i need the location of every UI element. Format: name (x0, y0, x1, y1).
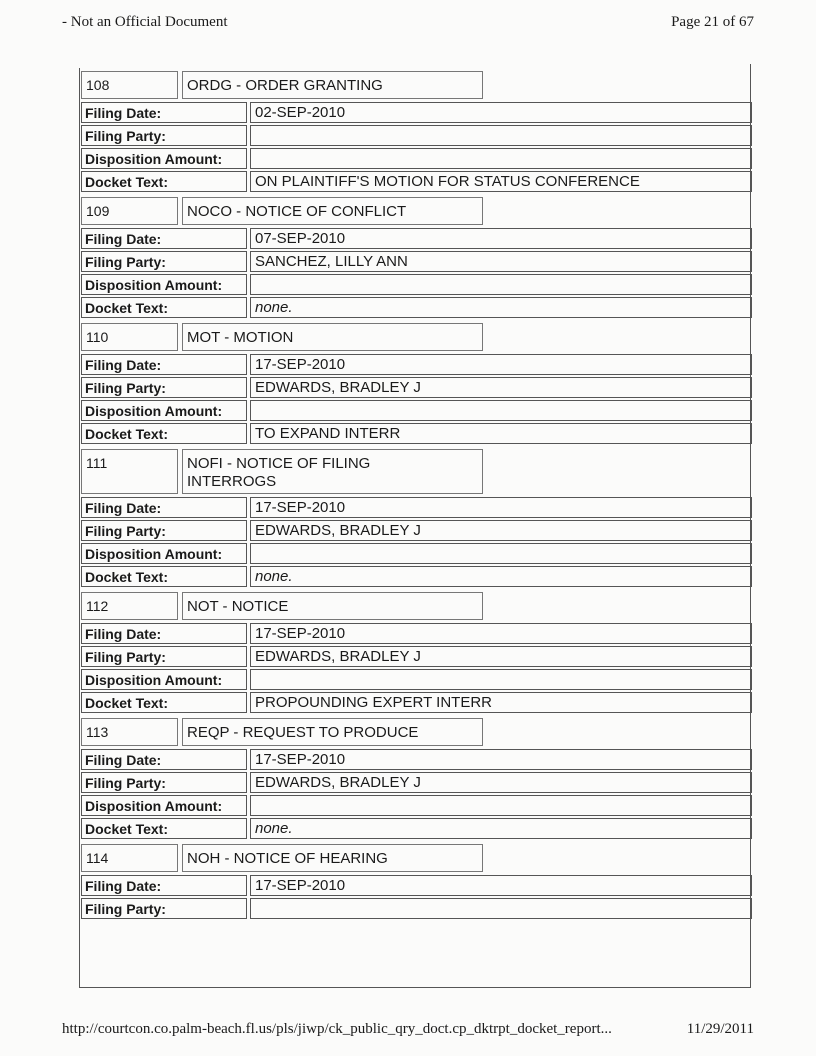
docket-entry-details (81, 623, 752, 713)
docket-type-line: NOFI - NOTICE OF FILING (187, 455, 371, 472)
docket-text-label: Docket Text: (81, 171, 247, 192)
filing-date-value: 17-SEP-2010 (250, 749, 752, 770)
docket-number: 110 (81, 323, 178, 351)
docket-text-label: Docket Text: (81, 423, 247, 444)
disposition-amount-value (250, 795, 752, 816)
docket-text-row (81, 297, 752, 318)
filing-party-row (81, 646, 752, 667)
filing-date-label: Filing Date: (81, 228, 247, 249)
disposition-amount-value (250, 274, 752, 295)
filing-date-label: Filing Date: (81, 497, 247, 518)
docket-entry-details (81, 354, 752, 444)
docket-entry-header (81, 197, 752, 225)
docket-type: ORDG - ORDER GRANTING (182, 71, 483, 99)
filing-date-row (81, 102, 752, 123)
docket-number: 113 (81, 718, 178, 746)
docket-text-value: ON PLAINTIFF'S MOTION FOR STATUS CONFERENCE (250, 171, 752, 192)
filing-party-value: EDWARDS, BRADLEY J (250, 646, 752, 667)
disposition-amount-row (81, 400, 752, 421)
filing-party-label: Filing Party: (81, 898, 247, 919)
filing-date-label: Filing Date: (81, 623, 247, 644)
filing-party-row (81, 772, 752, 793)
docket-entry-header (81, 71, 752, 99)
page-header-title: - Not an Official Document (62, 14, 228, 30)
docket-type-line: INTERROGS (187, 473, 277, 490)
filing-date-value: 02-SEP-2010 (250, 102, 752, 123)
filing-party-label: Filing Party: (81, 377, 247, 398)
docket-text-row (81, 423, 752, 444)
disposition-amount-value (250, 543, 752, 564)
docket-entry-header (81, 449, 752, 494)
filing-party-value: EDWARDS, BRADLEY J (250, 377, 752, 398)
docket-text-value: none. (250, 818, 752, 839)
docket-number: 109 (81, 197, 178, 225)
disposition-amount-label: Disposition Amount: (81, 400, 247, 421)
docket-text-label: Docket Text: (81, 692, 247, 713)
disposition-amount-label: Disposition Amount: (81, 148, 247, 169)
docket-number: 112 (81, 592, 178, 620)
disposition-amount-label: Disposition Amount: (81, 669, 247, 690)
filing-date-value: 17-SEP-2010 (250, 875, 752, 896)
filing-party-label: Filing Party: (81, 125, 247, 146)
docket-type: NOCO - NOTICE OF CONFLICT (182, 197, 483, 225)
docket-text-label: Docket Text: (81, 818, 247, 839)
disposition-amount-row (81, 274, 752, 295)
filing-party-row (81, 251, 752, 272)
docket-entry-header (81, 844, 752, 872)
filing-party-label: Filing Party: (81, 772, 247, 793)
docket-entry-header (81, 592, 752, 620)
docket-type (182, 449, 483, 494)
disposition-amount-label: Disposition Amount: (81, 795, 247, 816)
docket-text-label: Docket Text: (81, 566, 247, 587)
docket-entry-details (81, 102, 752, 192)
footer-url: http://courtcon.co.palm-beach.fl.us/pls/jiwp/ck_public_qry_doct.cp_dktrpt_docket_report... (62, 1021, 612, 1037)
filing-date-row (81, 228, 752, 249)
filing-date-row (81, 875, 752, 896)
filing-party-row (81, 377, 752, 398)
docket-entry-details (81, 228, 752, 318)
filing-date-value: 17-SEP-2010 (250, 497, 752, 518)
docket-report-table (81, 71, 752, 924)
filing-date-row (81, 749, 752, 770)
disposition-amount-value (250, 400, 752, 421)
docket-type: MOT - MOTION (182, 323, 483, 351)
frame-bottom-border (79, 987, 751, 988)
docket-text-value: TO EXPAND INTERR (250, 423, 752, 444)
docket-type: NOT - NOTICE (182, 592, 483, 620)
filing-date-value: 07-SEP-2010 (250, 228, 752, 249)
filing-date-row (81, 497, 752, 518)
filing-date-value: 17-SEP-2010 (250, 623, 752, 644)
filing-date-label: Filing Date: (81, 354, 247, 375)
docket-number: 114 (81, 844, 178, 872)
docket-text-row (81, 171, 752, 192)
disposition-amount-label: Disposition Amount: (81, 274, 247, 295)
filing-date-label: Filing Date: (81, 749, 247, 770)
docket-entry-details (81, 497, 752, 587)
page-number: Page 21 of 67 (671, 14, 754, 30)
disposition-amount-value (250, 669, 752, 690)
docket-entry-header (81, 323, 752, 351)
docket-text-row (81, 692, 752, 713)
filing-party-label: Filing Party: (81, 520, 247, 541)
disposition-amount-row (81, 543, 752, 564)
filing-party-value (250, 898, 752, 919)
disposition-amount-row (81, 669, 752, 690)
filing-party-label: Filing Party: (81, 251, 247, 272)
disposition-amount-row (81, 795, 752, 816)
frame-left-border (79, 68, 80, 988)
docket-text-row (81, 818, 752, 839)
filing-date-value: 17-SEP-2010 (250, 354, 752, 375)
filing-party-value: EDWARDS, BRADLEY J (250, 772, 752, 793)
docket-text-value: none. (250, 297, 752, 318)
docket-entry-details (81, 749, 752, 839)
filing-party-row (81, 520, 752, 541)
filing-party-value (250, 125, 752, 146)
filing-party-row (81, 125, 752, 146)
filing-party-value: EDWARDS, BRADLEY J (250, 520, 752, 541)
filing-party-row (81, 898, 752, 919)
docket-entry-header (81, 718, 752, 746)
filing-date-row (81, 354, 752, 375)
docket-type: REQP - REQUEST TO PRODUCE (182, 718, 483, 746)
disposition-amount-value (250, 148, 752, 169)
disposition-amount-label: Disposition Amount: (81, 543, 247, 564)
filing-party-value: SANCHEZ, LILLY ANN (250, 251, 752, 272)
footer-date: 11/29/2011 (686, 1021, 754, 1037)
docket-text-row (81, 566, 752, 587)
filing-date-label: Filing Date: (81, 102, 247, 123)
docket-text-label: Docket Text: (81, 297, 247, 318)
filing-date-row (81, 623, 752, 644)
docket-entry-details (81, 875, 752, 919)
filing-party-label: Filing Party: (81, 646, 247, 667)
docket-type: NOH - NOTICE OF HEARING (182, 844, 483, 872)
docket-number: 111 (81, 449, 178, 494)
docket-number: 108 (81, 71, 178, 99)
docket-text-value: PROPOUNDING EXPERT INTERR (250, 692, 752, 713)
filing-date-label: Filing Date: (81, 875, 247, 896)
disposition-amount-row (81, 148, 752, 169)
docket-text-value: none. (250, 566, 752, 587)
